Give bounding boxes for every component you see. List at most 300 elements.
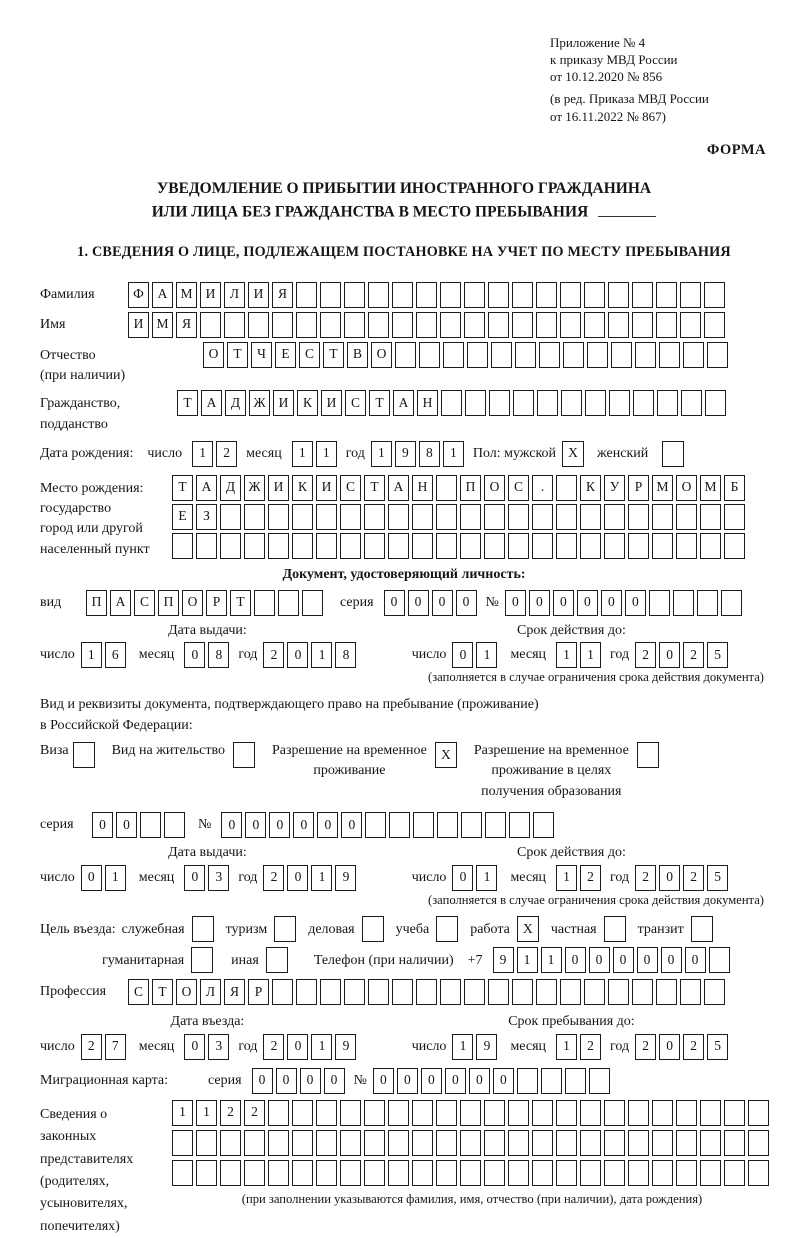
form-cell[interactable]: [344, 282, 365, 308]
form-cell[interactable]: [224, 312, 245, 338]
form-cell[interactable]: 6: [105, 642, 126, 668]
form-cell[interactable]: [412, 1130, 433, 1156]
form-cell[interactable]: 9: [335, 1034, 356, 1060]
form-cell[interactable]: [272, 312, 293, 338]
form-cell[interactable]: [604, 1100, 625, 1126]
form-cell[interactable]: 2: [683, 1034, 704, 1060]
form-cell[interactable]: О: [203, 342, 224, 368]
form-cell[interactable]: 5: [707, 865, 728, 891]
form-cell[interactable]: А: [388, 475, 409, 501]
form-cell[interactable]: [681, 390, 702, 416]
form-cell[interactable]: [320, 979, 341, 1005]
form-cell[interactable]: [508, 504, 529, 530]
form-cell[interactable]: [676, 1100, 697, 1126]
form-cell[interactable]: [395, 342, 416, 368]
form-cell[interactable]: [412, 1100, 433, 1126]
form-cell[interactable]: [536, 312, 557, 338]
form-cell[interactable]: [340, 533, 361, 559]
form-cell[interactable]: 2: [263, 1034, 284, 1060]
form-cell[interactable]: [389, 812, 410, 838]
form-cell[interactable]: 0: [245, 812, 266, 838]
purpose-tourism-checkbox[interactable]: [274, 916, 296, 942]
form-cell[interactable]: 2: [635, 865, 656, 891]
form-cell[interactable]: [721, 590, 742, 616]
form-cell[interactable]: [580, 1130, 601, 1156]
form-cell[interactable]: 1: [517, 947, 538, 973]
form-cell[interactable]: [533, 812, 554, 838]
form-cell[interactable]: [436, 533, 457, 559]
form-cell[interactable]: [628, 504, 649, 530]
form-cell[interactable]: [580, 1100, 601, 1126]
form-cell[interactable]: Н: [417, 390, 438, 416]
form-cell[interactable]: [656, 312, 677, 338]
form-cell[interactable]: [724, 533, 745, 559]
form-cell[interactable]: [704, 282, 725, 308]
form-cell[interactable]: К: [292, 475, 313, 501]
form-cell[interactable]: [365, 812, 386, 838]
form-cell[interactable]: Я: [272, 282, 293, 308]
form-cell[interactable]: [611, 342, 632, 368]
form-cell[interactable]: [465, 390, 486, 416]
form-cell[interactable]: [560, 282, 581, 308]
form-cell[interactable]: П: [86, 590, 107, 616]
form-cell[interactable]: [632, 979, 653, 1005]
form-cell[interactable]: [320, 312, 341, 338]
form-cell[interactable]: [244, 504, 265, 530]
form-cell[interactable]: [292, 533, 313, 559]
form-cell[interactable]: [484, 1160, 505, 1186]
form-cell[interactable]: [565, 1068, 586, 1094]
form-cell[interactable]: [443, 342, 464, 368]
form-cell[interactable]: Б: [724, 475, 745, 501]
form-cell[interactable]: Е: [275, 342, 296, 368]
visa-checkbox[interactable]: [73, 742, 95, 768]
form-cell[interactable]: 2: [263, 865, 284, 891]
form-cell[interactable]: К: [297, 390, 318, 416]
form-cell[interactable]: [609, 390, 630, 416]
form-cell[interactable]: [724, 1100, 745, 1126]
form-cell[interactable]: [560, 979, 581, 1005]
form-cell[interactable]: [683, 342, 704, 368]
form-cell[interactable]: [748, 1100, 769, 1126]
form-cell[interactable]: Т: [177, 390, 198, 416]
form-cell[interactable]: 2: [580, 865, 601, 891]
purpose-transit-checkbox[interactable]: [691, 916, 713, 942]
form-cell[interactable]: [268, 533, 289, 559]
form-cell[interactable]: [724, 1160, 745, 1186]
purpose-study-checkbox[interactable]: [436, 916, 458, 942]
form-cell[interactable]: [556, 1100, 577, 1126]
form-cell[interactable]: [584, 312, 605, 338]
form-cell[interactable]: Р: [628, 475, 649, 501]
form-cell[interactable]: [700, 1160, 721, 1186]
form-cell[interactable]: [302, 590, 323, 616]
form-cell[interactable]: [563, 342, 584, 368]
form-cell[interactable]: [508, 533, 529, 559]
form-cell[interactable]: 1: [476, 865, 497, 891]
form-cell[interactable]: Р: [206, 590, 227, 616]
form-cell[interactable]: [700, 1100, 721, 1126]
form-cell[interactable]: 0: [341, 812, 362, 838]
form-cell[interactable]: С: [508, 475, 529, 501]
form-cell[interactable]: [460, 533, 481, 559]
form-cell[interactable]: 0: [601, 590, 622, 616]
form-cell[interactable]: 0: [317, 812, 338, 838]
form-cell[interactable]: 3: [208, 1034, 229, 1060]
form-cell[interactable]: [508, 1160, 529, 1186]
residence-permit-checkbox[interactable]: [233, 742, 255, 768]
form-cell[interactable]: 0: [184, 865, 205, 891]
form-cell[interactable]: 1: [476, 642, 497, 668]
form-cell[interactable]: Ч: [251, 342, 272, 368]
form-cell[interactable]: [705, 390, 726, 416]
form-cell[interactable]: [680, 282, 701, 308]
form-cell[interactable]: О: [182, 590, 203, 616]
form-cell[interactable]: [608, 312, 629, 338]
form-cell[interactable]: [584, 979, 605, 1005]
form-cell[interactable]: [268, 1100, 289, 1126]
form-cell[interactable]: 1: [105, 865, 126, 891]
form-cell[interactable]: С: [128, 979, 149, 1005]
form-cell[interactable]: Т: [152, 979, 173, 1005]
form-cell[interactable]: Ж: [249, 390, 270, 416]
form-cell[interactable]: О: [176, 979, 197, 1005]
form-cell[interactable]: [584, 282, 605, 308]
form-cell[interactable]: Л: [224, 282, 245, 308]
form-cell[interactable]: А: [393, 390, 414, 416]
form-cell[interactable]: И: [316, 475, 337, 501]
form-cell[interactable]: [541, 1068, 562, 1094]
form-cell[interactable]: [196, 1160, 217, 1186]
form-cell[interactable]: [488, 979, 509, 1005]
form-cell[interactable]: 7: [105, 1034, 126, 1060]
form-cell[interactable]: [220, 504, 241, 530]
form-cell[interactable]: 1: [371, 441, 392, 467]
form-cell[interactable]: 1: [196, 1100, 217, 1126]
form-cell[interactable]: .: [532, 475, 553, 501]
form-cell[interactable]: 1: [311, 1034, 332, 1060]
form-cell[interactable]: 0: [184, 642, 205, 668]
form-cell[interactable]: [460, 1100, 481, 1126]
form-cell[interactable]: 0: [565, 947, 586, 973]
form-cell[interactable]: [464, 979, 485, 1005]
form-cell[interactable]: [556, 1160, 577, 1186]
form-cell[interactable]: 2: [216, 441, 237, 467]
form-cell[interactable]: [484, 1130, 505, 1156]
form-cell[interactable]: 0: [221, 812, 242, 838]
form-cell[interactable]: 0: [553, 590, 574, 616]
form-cell[interactable]: 0: [659, 1034, 680, 1060]
form-cell[interactable]: [652, 533, 673, 559]
form-cell[interactable]: Ф: [128, 282, 149, 308]
form-cell[interactable]: [416, 282, 437, 308]
form-cell[interactable]: [292, 504, 313, 530]
form-cell[interactable]: [368, 979, 389, 1005]
form-cell[interactable]: [268, 1160, 289, 1186]
form-cell[interactable]: [416, 312, 437, 338]
form-cell[interactable]: 0: [81, 865, 102, 891]
form-cell[interactable]: 1: [172, 1100, 193, 1126]
form-cell[interactable]: [700, 504, 721, 530]
form-cell[interactable]: [484, 533, 505, 559]
form-cell[interactable]: [436, 1100, 457, 1126]
form-cell[interactable]: 0: [269, 812, 290, 838]
form-cell[interactable]: 0: [625, 590, 646, 616]
form-cell[interactable]: 1: [556, 1034, 577, 1060]
form-cell[interactable]: 0: [452, 642, 473, 668]
form-cell[interactable]: 0: [577, 590, 598, 616]
form-cell[interactable]: [172, 1160, 193, 1186]
form-cell[interactable]: [172, 533, 193, 559]
form-cell[interactable]: [700, 1130, 721, 1156]
form-cell[interactable]: [748, 1160, 769, 1186]
form-cell[interactable]: 2: [635, 642, 656, 668]
form-cell[interactable]: [580, 533, 601, 559]
form-cell[interactable]: [244, 533, 265, 559]
form-cell[interactable]: [513, 390, 534, 416]
form-cell[interactable]: 0: [252, 1068, 273, 1094]
form-cell[interactable]: 0: [408, 590, 429, 616]
form-cell[interactable]: 0: [324, 1068, 345, 1094]
form-cell[interactable]: [272, 979, 293, 1005]
form-cell[interactable]: Е: [172, 504, 193, 530]
form-cell[interactable]: 0: [456, 590, 477, 616]
form-cell[interactable]: А: [152, 282, 173, 308]
form-cell[interactable]: [412, 533, 433, 559]
form-cell[interactable]: [296, 282, 317, 308]
form-cell[interactable]: Н: [412, 475, 433, 501]
form-cell[interactable]: М: [176, 282, 197, 308]
form-cell[interactable]: [656, 282, 677, 308]
form-cell[interactable]: [709, 947, 730, 973]
form-cell[interactable]: [539, 342, 560, 368]
form-cell[interactable]: [676, 1160, 697, 1186]
form-cell[interactable]: [296, 979, 317, 1005]
form-cell[interactable]: К: [580, 475, 601, 501]
form-cell[interactable]: 8: [208, 642, 229, 668]
form-cell[interactable]: М: [652, 475, 673, 501]
form-cell[interactable]: 2: [81, 1034, 102, 1060]
form-cell[interactable]: В: [347, 342, 368, 368]
purpose-official-checkbox[interactable]: [192, 916, 214, 942]
form-cell[interactable]: [704, 979, 725, 1005]
form-cell[interactable]: [344, 979, 365, 1005]
temp-residence-checkbox[interactable]: X: [435, 742, 457, 768]
form-cell[interactable]: [278, 590, 299, 616]
form-cell[interactable]: 9: [493, 947, 514, 973]
form-cell[interactable]: [537, 390, 558, 416]
form-cell[interactable]: Д: [225, 390, 246, 416]
form-cell[interactable]: [628, 1130, 649, 1156]
form-cell[interactable]: [392, 282, 413, 308]
form-cell[interactable]: [512, 282, 533, 308]
form-cell[interactable]: [436, 475, 457, 501]
form-cell[interactable]: [556, 1130, 577, 1156]
form-cell[interactable]: Т: [364, 475, 385, 501]
form-cell[interactable]: [464, 282, 485, 308]
form-cell[interactable]: [656, 979, 677, 1005]
form-cell[interactable]: [604, 504, 625, 530]
form-cell[interactable]: И: [321, 390, 342, 416]
form-cell[interactable]: [364, 1100, 385, 1126]
form-cell[interactable]: [244, 1160, 265, 1186]
form-cell[interactable]: 0: [659, 865, 680, 891]
form-cell[interactable]: И: [268, 475, 289, 501]
form-cell[interactable]: [368, 312, 389, 338]
form-cell[interactable]: 1: [81, 642, 102, 668]
form-cell[interactable]: 9: [335, 865, 356, 891]
form-cell[interactable]: [460, 504, 481, 530]
form-cell[interactable]: [292, 1130, 313, 1156]
form-cell[interactable]: 0: [613, 947, 634, 973]
form-cell[interactable]: [344, 312, 365, 338]
form-cell[interactable]: [700, 533, 721, 559]
form-cell[interactable]: [680, 979, 701, 1005]
form-cell[interactable]: [292, 1100, 313, 1126]
purpose-work-checkbox[interactable]: X: [517, 916, 539, 942]
form-cell[interactable]: 3: [208, 865, 229, 891]
form-cell[interactable]: 1: [311, 642, 332, 668]
form-cell[interactable]: [316, 1160, 337, 1186]
form-cell[interactable]: [536, 282, 557, 308]
form-cell[interactable]: 1: [580, 642, 601, 668]
form-cell[interactable]: 1: [452, 1034, 473, 1060]
form-cell[interactable]: [556, 504, 577, 530]
form-cell[interactable]: [488, 282, 509, 308]
form-cell[interactable]: 0: [397, 1068, 418, 1094]
form-cell[interactable]: П: [158, 590, 179, 616]
form-cell[interactable]: М: [152, 312, 173, 338]
form-cell[interactable]: [508, 1100, 529, 1126]
form-cell[interactable]: 8: [419, 441, 440, 467]
form-cell[interactable]: Т: [230, 590, 251, 616]
form-cell[interactable]: [632, 282, 653, 308]
form-cell[interactable]: 9: [395, 441, 416, 467]
sex-male-checkbox[interactable]: X: [562, 441, 584, 467]
form-cell[interactable]: 2: [683, 865, 704, 891]
form-cell[interactable]: 0: [287, 1034, 308, 1060]
form-cell[interactable]: [412, 1160, 433, 1186]
form-cell[interactable]: 0: [384, 590, 405, 616]
form-cell[interactable]: З: [196, 504, 217, 530]
form-cell[interactable]: Р: [248, 979, 269, 1005]
form-cell[interactable]: [340, 504, 361, 530]
form-cell[interactable]: О: [371, 342, 392, 368]
form-cell[interactable]: 0: [92, 812, 113, 838]
form-cell[interactable]: [461, 812, 482, 838]
form-cell[interactable]: Л: [200, 979, 221, 1005]
form-cell[interactable]: [460, 1130, 481, 1156]
form-cell[interactable]: [412, 504, 433, 530]
form-cell[interactable]: [320, 282, 341, 308]
form-cell[interactable]: [364, 533, 385, 559]
form-cell[interactable]: 1: [541, 947, 562, 973]
form-cell[interactable]: С: [299, 342, 320, 368]
form-cell[interactable]: [340, 1130, 361, 1156]
form-cell[interactable]: [580, 504, 601, 530]
form-cell[interactable]: 1: [292, 441, 313, 467]
form-cell[interactable]: 0: [300, 1068, 321, 1094]
form-cell[interactable]: Д: [220, 475, 241, 501]
form-cell[interactable]: Т: [172, 475, 193, 501]
form-cell[interactable]: 0: [421, 1068, 442, 1094]
form-cell[interactable]: [268, 504, 289, 530]
form-cell[interactable]: [608, 282, 629, 308]
form-cell[interactable]: 5: [707, 1034, 728, 1060]
form-cell[interactable]: [436, 504, 457, 530]
form-cell[interactable]: [436, 1130, 457, 1156]
sex-female-checkbox[interactable]: [662, 441, 684, 467]
form-cell[interactable]: [657, 390, 678, 416]
form-cell[interactable]: 0: [589, 947, 610, 973]
form-cell[interactable]: О: [676, 475, 697, 501]
form-cell[interactable]: [724, 504, 745, 530]
form-cell[interactable]: [532, 533, 553, 559]
form-cell[interactable]: [512, 979, 533, 1005]
form-cell[interactable]: [172, 1130, 193, 1156]
form-cell[interactable]: [440, 282, 461, 308]
temp-residence-education-checkbox[interactable]: [637, 742, 659, 768]
form-cell[interactable]: [704, 312, 725, 338]
form-cell[interactable]: 1: [316, 441, 337, 467]
form-cell[interactable]: [196, 533, 217, 559]
form-cell[interactable]: [316, 1130, 337, 1156]
form-cell[interactable]: [491, 342, 512, 368]
form-cell[interactable]: Т: [323, 342, 344, 368]
form-cell[interactable]: [585, 390, 606, 416]
form-cell[interactable]: [388, 533, 409, 559]
form-cell[interactable]: [633, 390, 654, 416]
form-cell[interactable]: Ж: [244, 475, 265, 501]
form-cell[interactable]: [659, 342, 680, 368]
form-cell[interactable]: 2: [263, 642, 284, 668]
form-cell[interactable]: [580, 1160, 601, 1186]
form-cell[interactable]: И: [273, 390, 294, 416]
form-cell[interactable]: С: [340, 475, 361, 501]
form-cell[interactable]: [268, 1130, 289, 1156]
form-cell[interactable]: [220, 533, 241, 559]
form-cell[interactable]: [388, 1160, 409, 1186]
form-cell[interactable]: [560, 312, 581, 338]
form-cell[interactable]: [724, 1130, 745, 1156]
form-cell[interactable]: [515, 342, 536, 368]
form-cell[interactable]: 0: [505, 590, 526, 616]
form-cell[interactable]: [464, 312, 485, 338]
form-cell[interactable]: [532, 1160, 553, 1186]
form-cell[interactable]: М: [700, 475, 721, 501]
form-cell[interactable]: [632, 312, 653, 338]
form-cell[interactable]: П: [460, 475, 481, 501]
purpose-other-checkbox[interactable]: [266, 947, 288, 973]
form-cell[interactable]: 0: [685, 947, 706, 973]
form-cell[interactable]: 8: [335, 642, 356, 668]
form-cell[interactable]: И: [128, 312, 149, 338]
form-cell[interactable]: 2: [683, 642, 704, 668]
form-cell[interactable]: [628, 1100, 649, 1126]
form-cell[interactable]: Т: [227, 342, 248, 368]
form-cell[interactable]: [392, 979, 413, 1005]
form-cell[interactable]: [561, 390, 582, 416]
form-cell[interactable]: 1: [556, 865, 577, 891]
form-cell[interactable]: [340, 1100, 361, 1126]
form-cell[interactable]: [628, 533, 649, 559]
form-cell[interactable]: Я: [176, 312, 197, 338]
form-cell[interactable]: 0: [116, 812, 137, 838]
form-cell[interactable]: 2: [244, 1100, 265, 1126]
form-cell[interactable]: [413, 812, 434, 838]
form-cell[interactable]: [440, 312, 461, 338]
form-cell[interactable]: 0: [529, 590, 550, 616]
